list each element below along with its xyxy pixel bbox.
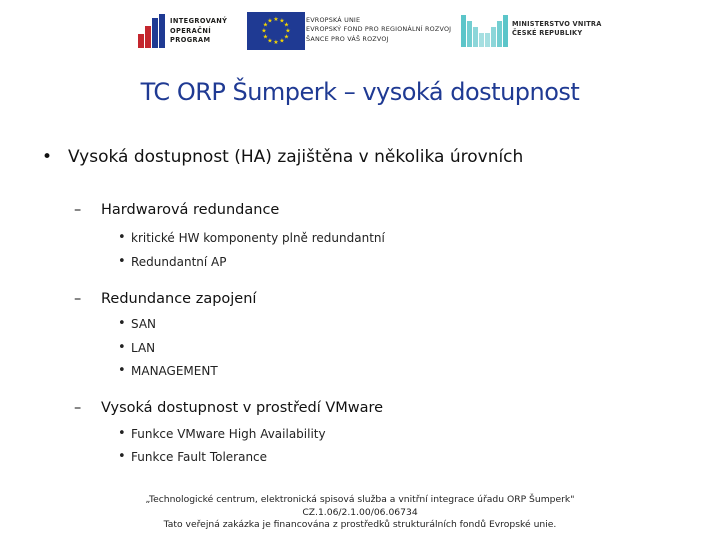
svg-text:★: ★ <box>262 21 269 29</box>
footer-project: „Technologické centrum, elektronická spisová služba a vnitřní integrace úřadu ORP Šumperk" <box>145 494 575 505</box>
footer-code: CZ.1.06/2.1.00/06.06734 <box>302 506 418 518</box>
footer-note <box>0 494 720 532</box>
ministry-text: MINISTERSTVO VNITRA ČESKÉ REPUBLIKY <box>512 20 602 38</box>
svg-text:★: ★ <box>267 37 273 45</box>
ministry-logo-icon <box>461 13 509 49</box>
bullet-icon: • <box>118 426 126 441</box>
iop-logo <box>138 14 230 48</box>
svg-text:★: ★ <box>273 39 279 46</box>
iop-bars-icon <box>138 14 166 48</box>
svg-text:★: ★ <box>267 17 273 25</box>
eu-fund-text: EVROPSKÁ UNIE EVROPSKÝ FOND PRO REGIONÁLNÍ ROZVOJ ŠANCE PRO VÁŠ ROZVOJ <box>306 16 452 43</box>
svg-text:★: ★ <box>262 33 269 41</box>
svg-text:★: ★ <box>279 37 285 45</box>
header-logos <box>0 12 720 52</box>
iop-wordmark: INTEGROVANÝ OPERAČNÍ PROGRAM <box>170 17 228 45</box>
bullet-icon: • <box>118 449 126 464</box>
svg-text:★: ★ <box>283 21 290 29</box>
slide-title: TC ORP Šumperk – vysoká dostupnost <box>140 78 580 106</box>
svg-text:★: ★ <box>279 17 285 25</box>
svg-text:★: ★ <box>283 33 290 41</box>
main-bullet-text: Vysoká dostupnost (HA) zajištěna v několika úrovních <box>68 147 524 167</box>
eu-flag-icon <box>247 12 305 50</box>
bullet-icon: • <box>118 230 126 245</box>
svg-text:★: ★ <box>285 27 291 35</box>
dash-icon: – <box>74 400 82 416</box>
footer-funding: Tato veřejná zakázka je financována z prostředků strukturálních fondů Evropské unie. <box>163 519 557 530</box>
bullet-icon: • <box>118 363 126 378</box>
dash-icon: – <box>74 202 82 218</box>
bullet-icon: • <box>118 254 126 269</box>
svg-text:★: ★ <box>261 27 267 35</box>
bullet-icon: • <box>118 340 126 355</box>
bullet-icon: • <box>118 316 126 331</box>
bullet-icon: • <box>42 147 53 167</box>
svg-text:★: ★ <box>273 16 279 23</box>
dash-icon: – <box>74 291 82 307</box>
